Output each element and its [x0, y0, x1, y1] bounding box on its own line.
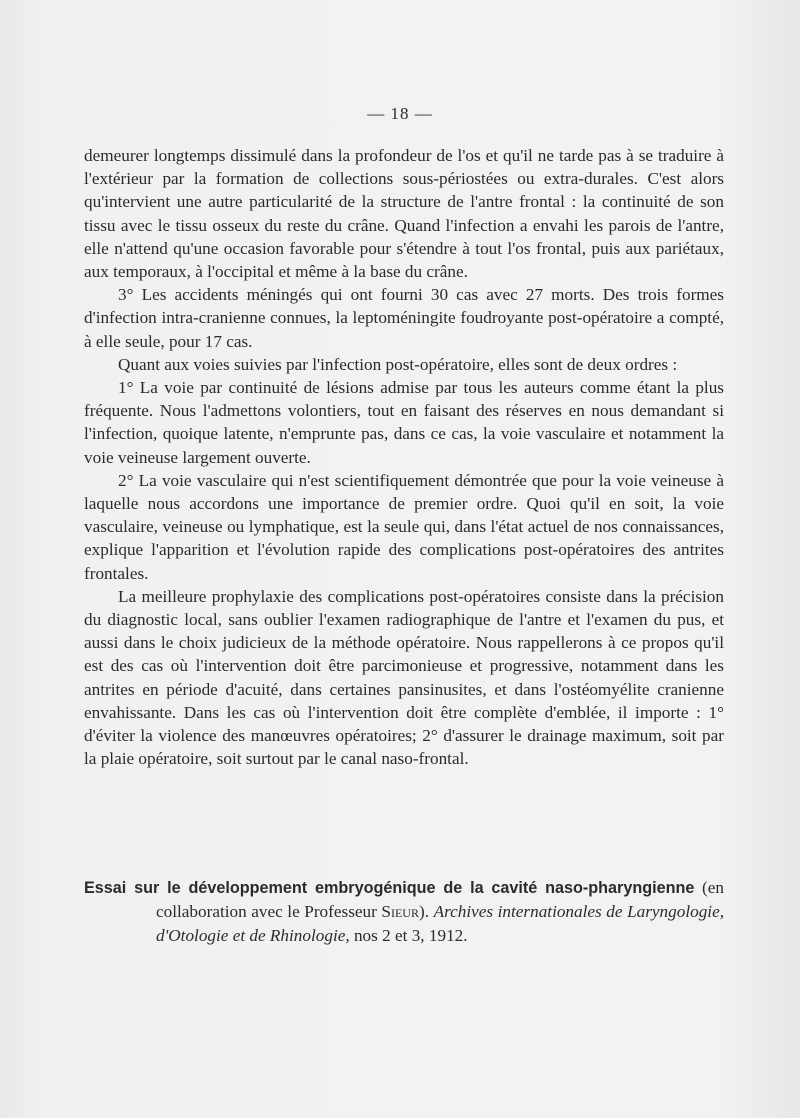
bibliography-collab-prefix: (en collaboration avec le Professeur: [156, 878, 724, 921]
bibliography-entry: [84, 876, 724, 948]
body-text: [84, 144, 724, 770]
bibliography-issue: nos 2 et 3, 1912.: [353, 926, 468, 945]
paragraph-infection-routes: Quant aux voies suivies par l'infection post-opératoire, elles sont de deux ordres :: [118, 354, 678, 374]
bibliography-journal: Archives internationales de Laryngologie, d'Otologie et de Rhinologie,: [156, 902, 724, 945]
page-number: — 18 —: [367, 104, 433, 123]
bibliography-title: Essai sur le développement embryogénique de la cavité naso-pharyngienne: [84, 879, 695, 897]
bibliography-collab-name: Sieur: [381, 902, 419, 921]
bibliography-collab-suffix: ).: [418, 902, 429, 921]
paragraph-route-continuity: 1° La voie par continuité de lésions admise par tous les auteurs comme étant la plus fréquente. Nous l'admettons volontiers, tout en faisant des réserves en nous demandant si l'infection, quoique latente, n'emprunte pas, dans ce cas, la voie vasculaire et notamment la voie veineuse largement ouverte.: [84, 378, 724, 467]
paragraph-continuation: demeurer longtemps dissimulé dans la profondeur de l'os et qu'il ne tarde pas à se traduire à l'extérieur par la formation de collections sous-périostées ou extra-durales. C'est alors qu'intervient une autre particularité de la structure de l'antre frontal : la continuité de son tissu avec le tissu osseux du reste du crâne. Quand l'infection a envahi les parois de l'antre, elle n'attend qu'une occasion favorable pour s'étendre à tout l'os frontal, puis aux pariétaux, aux temporaux, à l'occipital et même à la base du crâne.: [84, 146, 724, 282]
paragraph-route-vascular: 2° La voie vasculaire qui n'est scientifiquement démontrée que pour la voie veineuse à laquelle nous accordons une importance de premier ordre. Quoi qu'il en soit, la voie vasculaire, veineuse ou lymphatique, est la seule qui, dans l'état actuel de nos connaissances, explique l'apparition et l'évolution rapide des complications post-opératoires des antrites frontales.: [84, 470, 724, 583]
paragraph-prophylaxis: La meilleure prophylaxie des complications post-opératoires consiste dans la précision du diagnostic local, sans oublier l'examen radiographique de l'antre et l'examen du pus, et aussi dans le choix judicieux de la méthode opératoire. Nous rappellerons à ce propos qu'il est des cas où l'intervention doit être parcimonieuse et progressive, notamment dans les antrites en période d'acuité, dans certaines pansinusites, et dans l'ostéomyélite cranienne envahissante. Dans les cas où l'intervention doit être complète d'emblée, il importe : 1° d'éviter la violence des manœuvres opératoires; 2° d'assurer le drainage maximum, soit par la plaie opératoire, soit surtout par le canal naso-frontal.: [84, 586, 724, 769]
paragraph-meningeal-accidents: 3° Les accidents méningés qui ont fourni 30 cas avec 27 morts. Des trois formes d'infection intra-cranienne connues, la leptoméningite foudroyante post-opératoire a compté, à elle seule, pour 17 cas.: [84, 285, 724, 351]
